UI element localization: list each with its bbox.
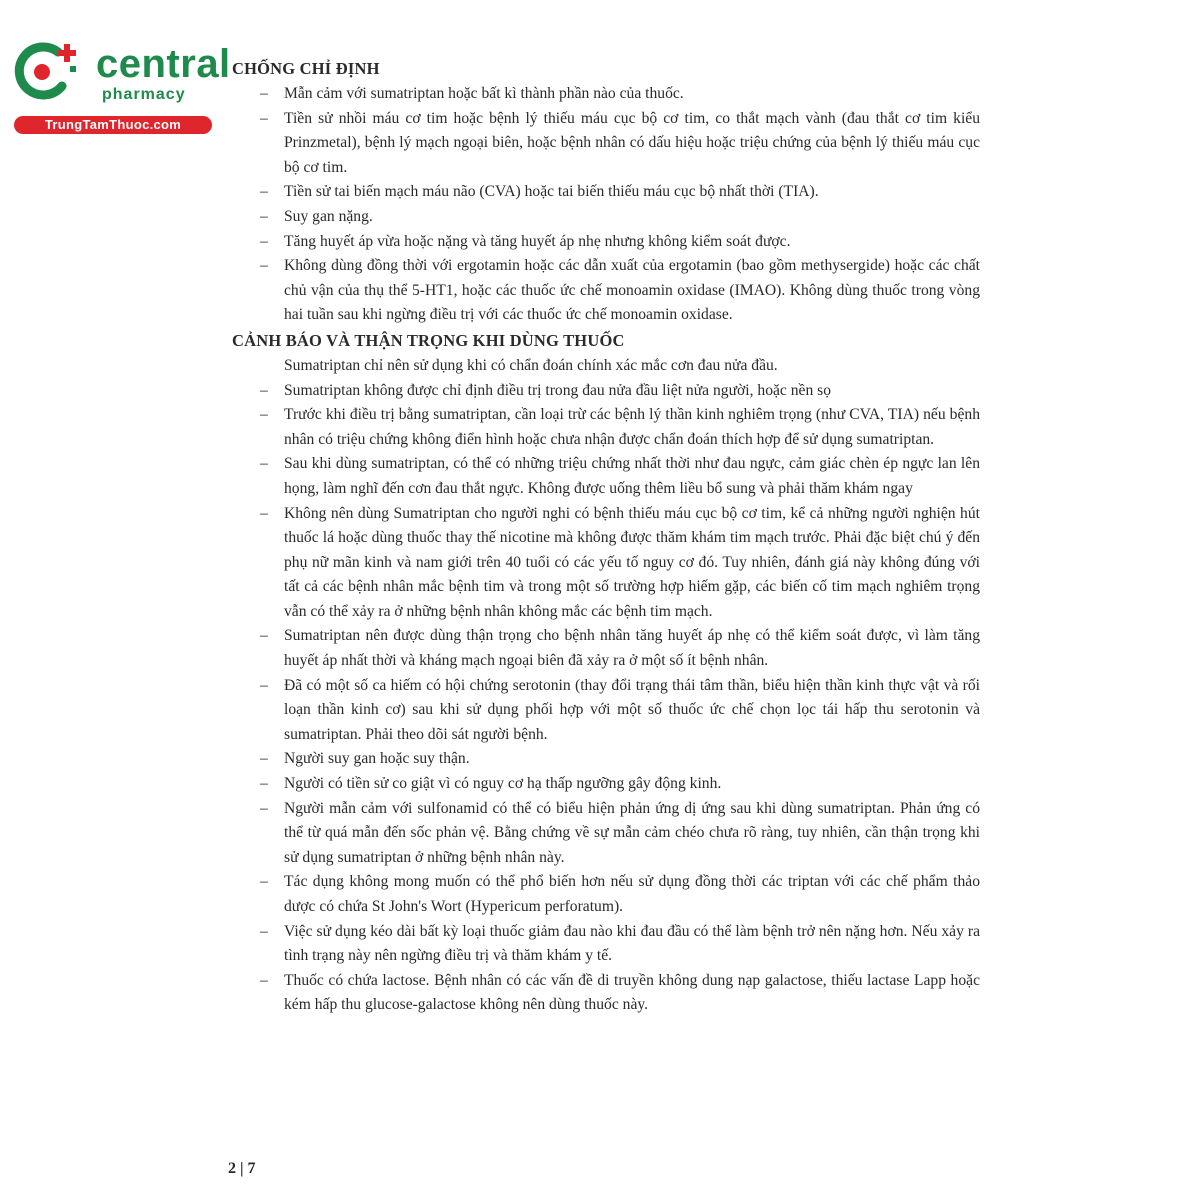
central-pharmacy-logo: [10, 38, 231, 138]
list-item: – Người suy gan hoặc suy thận.: [260, 750, 470, 768]
section-title-contraindications: CHỐNG CHỈ ĐỊNH: [232, 59, 380, 78]
list-item: – Người mẫn cảm với sulfonamid có thể có biểu hiện phản ứng dị ứng sau khi dùng sumatriptan. Phản ứng có thể từ quá mẫn đến sốc phản vệ. Bằng chứng về sự mẫn cảm chéo chưa rõ ràng, tuy nhiên, cần thận trọng khi sử dụng sumatriptan ở những bệnh nhân này.: [260, 799, 980, 866]
page-number: 2 | 7: [228, 1160, 256, 1177]
list-item: – Thuốc có chứa lactose. Bệnh nhân có các vấn đề di truyền không dung nạp galactose, thiếu lactase Lapp hoặc kém hấp thu glucose-galactose không nên dùng thuốc này.: [260, 971, 980, 1014]
list-item: – Không nên dùng Sumatriptan cho người nghi có bệnh thiếu máu cục bộ cơ tim, kể cả những người nghiện hút thuốc lá hoặc dùng thuốc thay thế nicotine mà không được thăm khám tim mạch trước. Phải đặc biệt chú ý đến phụ nữ mãn kinh và nam giới trên 40 tuổi có các yếu tố nguy cơ đó. Tuy nhiên, đánh giá này không đúng với tất cả các bệnh nhân mắc bệnh tim và trong một số trường hợp hiếm gặp, các biến cố tim mạch nghiêm trọng vẫn có thể xảy ra ở những bệnh nhân không mắc các bệnh tim mạch.: [260, 504, 980, 620]
list-item: – Mẫn cảm với sumatriptan hoặc bất kì thành phần nào của thuốc.: [260, 85, 684, 102]
list-item: – Tăng huyết áp vừa hoặc nặng và tăng huyết áp nhẹ nhưng không kiểm soát được.: [260, 232, 791, 250]
list-item: – Trước khi điều trị bằng sumatriptan, cần loại trừ các bệnh lý thần kinh nghiêm trọng (như CVA, TIA) nếu bệnh nhân có triệu chứng không điển hình hoặc chưa nhận được chẩn đoán thích hợp để sử dụng sumatriptan.: [260, 406, 980, 448]
list-item: – Việc sử dụng kéo dài bất kỳ loại thuốc giảm đau nào khi đau đầu có thể làm bệnh trở nên nặng hơn. Nếu xảy ra tình trạng này nên ngừng điều trị và thăm khám y tế.: [260, 922, 980, 965]
contraindications-list: [232, 82, 980, 328]
list-item: – Người có tiền sử co giật vì có nguy cơ hạ thấp ngưỡng gây động kinh.: [260, 775, 722, 793]
section-title-warnings: CẢNH BÁO VÀ THẬN TRỌNG KHI DÙNG THUỐC: [232, 330, 625, 350]
list-item: – Đã có một số ca hiếm có hội chứng serotonin (thay đổi trạng thái tâm thần, biểu hiện thần kinh thực vật và rối loạn thần kinh cơ) sau khi sử dụng phối hợp với một số thuốc ức chế chọn lọc tái hấp thu serotonin và sumatriptan. Phải theo dõi sát người bệnh.: [260, 676, 980, 743]
warnings-list: [232, 379, 980, 1018]
list-item: – Sumatriptan nên được dùng thận trọng cho bệnh nhân tăng huyết áp nhẹ có thể kiểm soát được, vì làm tăng huyết áp nhất thời và kháng mạch ngoại biên đã xảy ra ở một số ít bệnh nhân.: [260, 627, 980, 670]
list-item: – Tiền sử nhồi máu cơ tim hoặc bệnh lý thiếu máu cục bộ cơ tim, co thắt mạch vành (đau thắt cơ tim kiểu Prinzmetal), bệnh lý mạch ngoại biên, hoặc bệnh nhân có dấu hiệu hoặc triệu chứng của bệnh lý thiếu máu cục bộ cơ tim.: [260, 109, 980, 176]
list-item: – Không dùng đồng thời với ergotamin hoặc các dẫn xuất của ergotamin (bao gồm methysergide) hoặc các chất chủ vận của thụ thể 5-HT1, hoặc các thuốc ức chế monoamin oxidase (IMAO). Không dùng thuốc trong vòng hai tuần sau khi ngừng điều trị với các thuốc ức chế monoamin oxidase.: [260, 257, 980, 324]
logo-subtitle: pharmacy: [102, 86, 186, 103]
logo-name: central: [96, 42, 231, 86]
document-body: [232, 56, 980, 1018]
logo-c-cross-icon: [12, 40, 84, 106]
list-item: – Tiền sử tai biến mạch máu não (CVA) hoặc tai biến thiếu máu cục bộ nhất thời (TIA).: [260, 183, 819, 201]
list-item: – Tác dụng không mong muốn có thể phổ biến hơn nếu sử dụng đồng thời các triptan với các chế phẩm thảo dược có chứa St John's Wort (Hypericum perforatum).: [260, 873, 980, 915]
warnings-intro: Sumatriptan chỉ nên sử dụng khi có chẩn đoán chính xác mắc cơn đau nửa đầu.: [284, 356, 778, 374]
list-item: – Sau khi dùng sumatriptan, có thể có những triệu chứng nhất thời như đau ngực, cảm giác chèn ép ngực lan lên họng, làm nghĩ đến cơn đau thắt ngực. Không được uống thêm liều bổ sung và phải thăm khám ngay: [260, 455, 980, 497]
logo-website: TrungTamThuoc.com: [14, 116, 212, 134]
list-item: – Sumatriptan không được chỉ định điều trị trong đau nửa đầu liệt nửa người, hoặc nền sọ: [260, 381, 832, 399]
list-item: – Suy gan nặng.: [260, 207, 373, 225]
